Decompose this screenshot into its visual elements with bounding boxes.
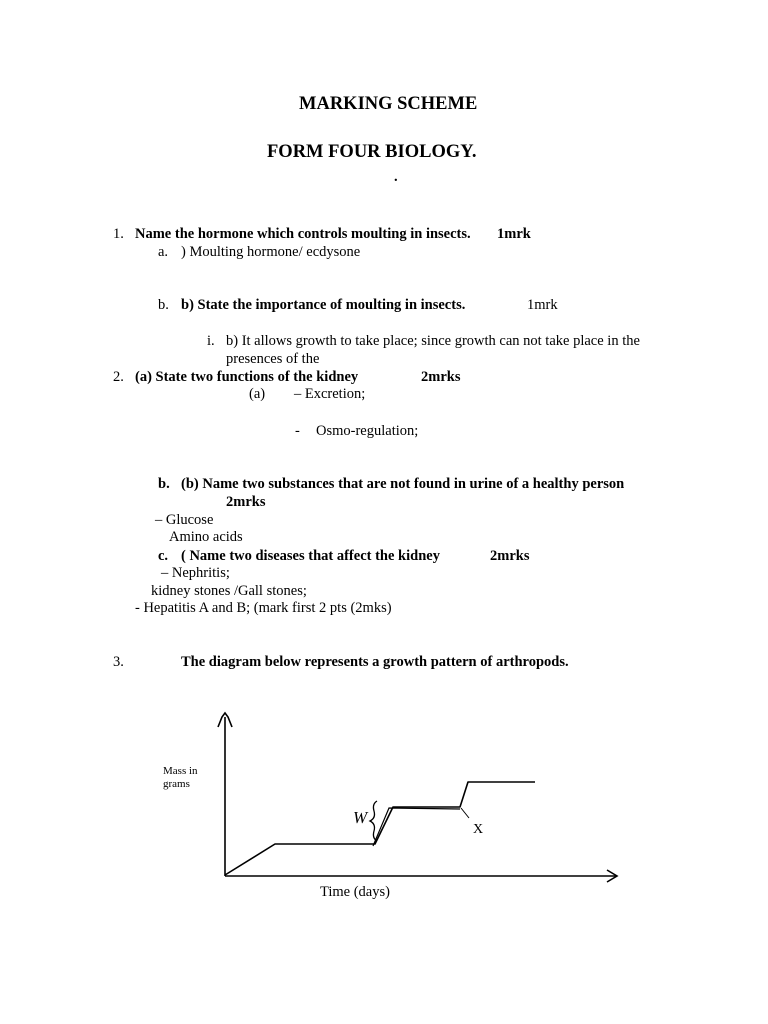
- q2c-question: ( Name two diseases that affect the kidney: [181, 548, 440, 564]
- q2b-marks: 2mrks: [226, 494, 266, 510]
- title-dot: .: [394, 169, 398, 185]
- w-brace: [370, 801, 377, 841]
- growth-curve-moult-line: [373, 808, 460, 846]
- q2a-label: (a): [249, 386, 266, 402]
- y-axis-label-line2: grams: [163, 778, 190, 790]
- x-axis-label: Time (days): [320, 884, 390, 900]
- q3-text: The diagram below represents a growth pattern of arthropods.: [181, 654, 569, 670]
- x-label: X: [473, 822, 484, 837]
- q2c-answer-1: – Nephritis;: [161, 565, 230, 581]
- q2c-label: c.: [158, 548, 169, 564]
- q1-marks: 1mrk: [497, 226, 531, 242]
- q1b-marks: 1mrk: [527, 297, 558, 313]
- q2b-question: (b) Name two substances that are not found in urine of a healthy person: [181, 476, 625, 492]
- q2b-answer-2: Amino acids: [169, 529, 243, 545]
- page-title: MARKING SCHEME: [299, 94, 478, 114]
- q2b-answer-1: – Glucose: [155, 512, 214, 528]
- page-subtitle: FORM FOUR BIOLOGY.: [267, 142, 477, 162]
- q2b-label: b.: [158, 476, 170, 492]
- q2-question: (a) State two functions of the kidney: [135, 369, 359, 385]
- q1-number: 1.: [113, 226, 124, 242]
- q1a-answer: ) Moulting hormone/ ecdysone: [181, 244, 361, 260]
- q1bi-label: i.: [207, 333, 215, 349]
- q1b-label: b.: [158, 297, 169, 313]
- q2c-answer-2: kidney stones /Gall stones;: [151, 583, 307, 599]
- q2a-answer-2: Osmo-regulation;: [316, 423, 419, 439]
- q3-number: 3.: [113, 654, 124, 670]
- q2c-answer-3: - Hepatitis A and B; (mark first 2 pts (2mks): [135, 600, 392, 616]
- q2a-answer-2-dash: -: [295, 423, 300, 439]
- y-axis-label-line1: Mass in: [163, 765, 198, 777]
- w-label: W: [353, 808, 368, 827]
- x-pointer: [461, 808, 469, 818]
- q1bi-answer-line2: presences of the: [226, 351, 320, 367]
- q1bi-answer-line1: b) It allows growth to take place; since growth can not take place in the: [226, 333, 640, 349]
- q1b-question: b) State the importance of moulting in insects.: [181, 297, 466, 313]
- q1a-label: a.: [158, 244, 169, 260]
- q1-question: Name the hormone which controls moulting in insects.: [135, 226, 471, 242]
- q2-marks: 2mrks: [421, 369, 461, 385]
- q2-number: 2.: [113, 369, 124, 385]
- q2c-marks: 2mrks: [490, 548, 530, 564]
- growth-pattern-diagram: [155, 705, 625, 890]
- q2a-answer-1: – Excretion;: [294, 386, 366, 402]
